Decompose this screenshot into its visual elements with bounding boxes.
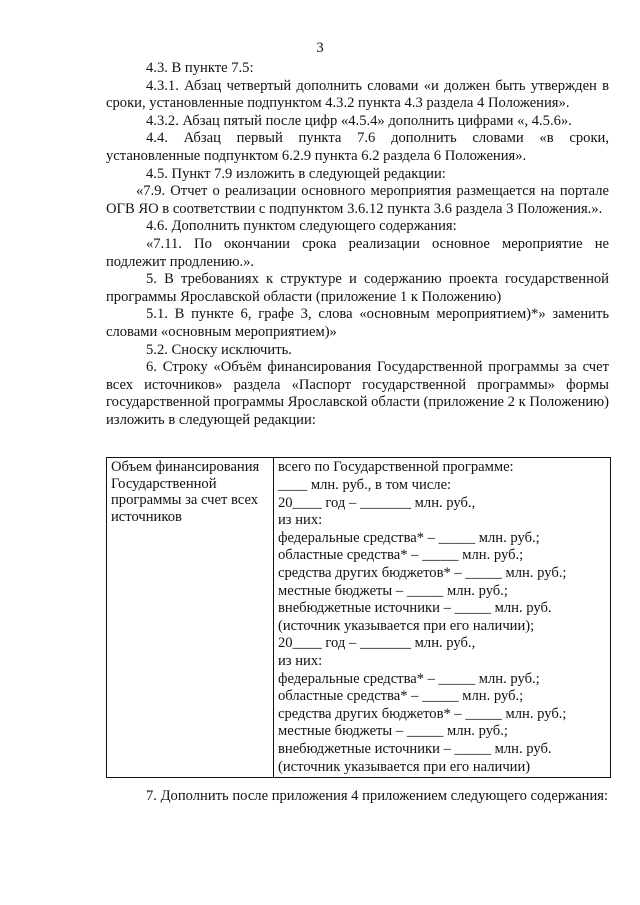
value-line: (источник указывается при его наличии) — [278, 758, 531, 775]
value-line: областные средства* – _____ млн. руб.; — [278, 688, 524, 705]
value-line: федеральные средства* – _____ млн. руб.; — [278, 670, 540, 687]
value-line: внебюджетные источники – _____ млн. руб. — [278, 740, 552, 757]
paragraph: 6. Строку «Объём финансирования Государственной программы за счет всех источников» раздела «Паспорт государственной программы» формы государственной программы Ярославской области (приложение 2 к Положению) изложить в следующей редакции: — [106, 359, 609, 428]
label-line: программы за счет всех — [111, 492, 259, 509]
value-line: 20____ год – _______ млн. руб., — [278, 635, 476, 652]
value-line: ____ млн. руб., в том числе: — [278, 477, 452, 494]
page-number: 3 — [316, 40, 324, 56]
paragraph: 7. Дополнить после приложения 4 приложением следующего содержания: — [146, 788, 609, 805]
value-line: внебюджетные источники – _____ млн. руб. — [278, 600, 552, 617]
value-line: средства других бюджетов* – _____ млн. руб.; — [278, 705, 567, 722]
value-line: из них: — [278, 512, 323, 529]
value-line: местные бюджеты – _____ млн. руб.; — [278, 582, 508, 599]
paragraph: 4.6. Дополнить пунктом следующего содержания: — [146, 218, 457, 235]
label-line: Государственной — [111, 475, 217, 492]
label-line: источников — [111, 508, 182, 525]
paragraph: «7.9. Отчет о реализации основного мероприятия размещается на портале ОГВ ЯО в соответствии с подпунктом 3.6.12 пункта 3.6 раздела 3 Положения.». — [106, 183, 609, 217]
financing-table — [106, 457, 611, 778]
value-line: из них: — [278, 653, 323, 669]
value-line: 20____ год – _______ млн. руб., — [278, 494, 476, 511]
value-line: местные бюджеты – _____ млн. руб.; — [278, 723, 508, 740]
value-line: федеральные средства* – _____ млн. руб.; — [278, 529, 540, 546]
financing-value-cell — [274, 458, 610, 777]
paragraph: 5. В требованиях к структуре и содержанию проекта государственной программы Ярославской области (приложение 1 к Положению) — [106, 271, 609, 305]
paragraph: 5.1. В пункте 6, графе 3, слова «основным мероприятием)*» заменить словами «основным мероприятием)» — [106, 306, 609, 340]
paragraph: 5.2. Сноску исключить. — [146, 341, 292, 358]
value-line: средства других бюджетов* – _____ млн. руб.; — [278, 565, 567, 582]
paragraph: 4.3.2. Абзац пятый после цифр «4.5.4» дополнить цифрами «, 4.5.6». — [146, 112, 572, 129]
financing-label-cell — [107, 458, 274, 777]
value-line: (источник указывается при его наличии); — [278, 617, 535, 634]
paragraph: 4.3.1. Абзац четвертый дополнить словами «и должен быть утвержден в сроки, установленные подпунктом 4.3.2 пункта 4.3 раздела 4 Положения». — [106, 77, 609, 112]
paragraph: 4.4. Абзац первый пункта 7.6 дополнить словами «в сроки, установленные подпунктом 6.2.9 пункта 6.2 раздела 6 Положения». — [106, 130, 609, 164]
label-line: Объем финансирования — [111, 459, 260, 476]
value-line: областные средства* – _____ млн. руб.; — [278, 547, 524, 564]
paragraph: 4.5. Пункт 7.9 изложить в следующей редакции: — [146, 165, 446, 182]
document-body — [106, 60, 609, 806]
paragraph: 4.3. В пункте 7.5: — [146, 60, 254, 76]
value-line: всего по Государственной программе: — [278, 459, 514, 476]
paragraph: «7.11. По окончании срока реализации основное мероприятие не подлежит продлению.». — [106, 235, 609, 270]
